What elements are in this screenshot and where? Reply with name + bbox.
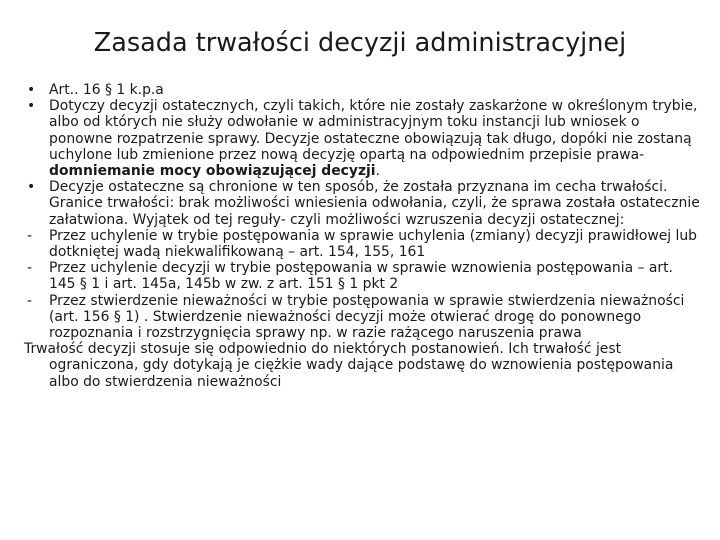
bullet-text: Decyzje ostateczne są chronione w ten sposób, że została przyznana im cecha trwałości. Granice trwałości: brak możliwości wniesienia odwołania, czyli, że sprawa została ostatecznie załatwiona. Wyjątek od tej reguły- czyli możliwości wzruszenia decyzji ostatecznej: — [49, 179, 700, 228]
bold-phrase: domniemanie mocy obowiązującej decyzji — [49, 163, 376, 180]
bullet-text: Dotyczy decyzji ostatecznych, czyli takich, które nie zostały zaskarżone w określonym trybie, albo od których nie służy odwołanie w administracyjnym toku instancji lub wniosek o ponowne rozpatrzenie sprawy. Decyzje ostateczne obowiązują tak długo, dopóki nie zostaną uchylone lub zmienione przez nową decyzję opartą na odpowiednim przepisie prawa- — [49, 98, 698, 163]
bullet-marker: • — [27, 98, 36, 115]
bullet-marker: • — [27, 82, 36, 98]
dash-item — [24, 228, 700, 260]
bullet-marker: • — [27, 179, 36, 196]
dash-item — [24, 260, 700, 292]
slide-title: Zasada trwałości decyzji administracyjnej — [93, 28, 627, 58]
bullet-text: Art.. 16 § 1 k.p.a — [49, 82, 164, 98]
closing-paragraph: Trwałość decyzji stosuje się odpowiednio do niektórych postanowień. Ich trwałość jest ograniczona, gdy dotykają je ciężkie wady dające podstawę do wznowienia postępowania albo do stwierdzenia nieważności — [24, 341, 674, 390]
bullet-text-end: . — [375, 163, 380, 180]
bullet-item — [24, 98, 700, 179]
bullet-item — [24, 179, 700, 228]
dash-marker: - — [27, 260, 33, 277]
dash-text: Przez uchylenie decyzji w trybie postępowania w sprawie wznowienia postępowania – art. 145 § 1 i art. 145a, 145b w zw. z art. 151 § 1 pkt 2 — [49, 260, 673, 293]
dash-marker: - — [27, 292, 33, 309]
bullet-item — [24, 82, 700, 98]
dash-text: Przez stwierdzenie nieważności w trybie postępowania w sprawie stwierdzenia nieważności (art. 156 § 1) . Stwierdzenie nieważności decyzji może otwierać drogę do ponownego rozpoznania i rozstrzygnięcia sprawy np. w razie rażącego naruszenia prawa — [49, 292, 685, 342]
dash-item — [24, 293, 700, 342]
slide-content — [24, 82, 700, 390]
dash-text: Przez uchylenie w trybie postępowania w sprawie uchylenia (zmiany) decyzji prawidłowej lub dotkniętej wadą niekwalifikowaną – art. 154, 155, 161 — [49, 227, 697, 261]
dash-marker: - — [27, 227, 33, 244]
